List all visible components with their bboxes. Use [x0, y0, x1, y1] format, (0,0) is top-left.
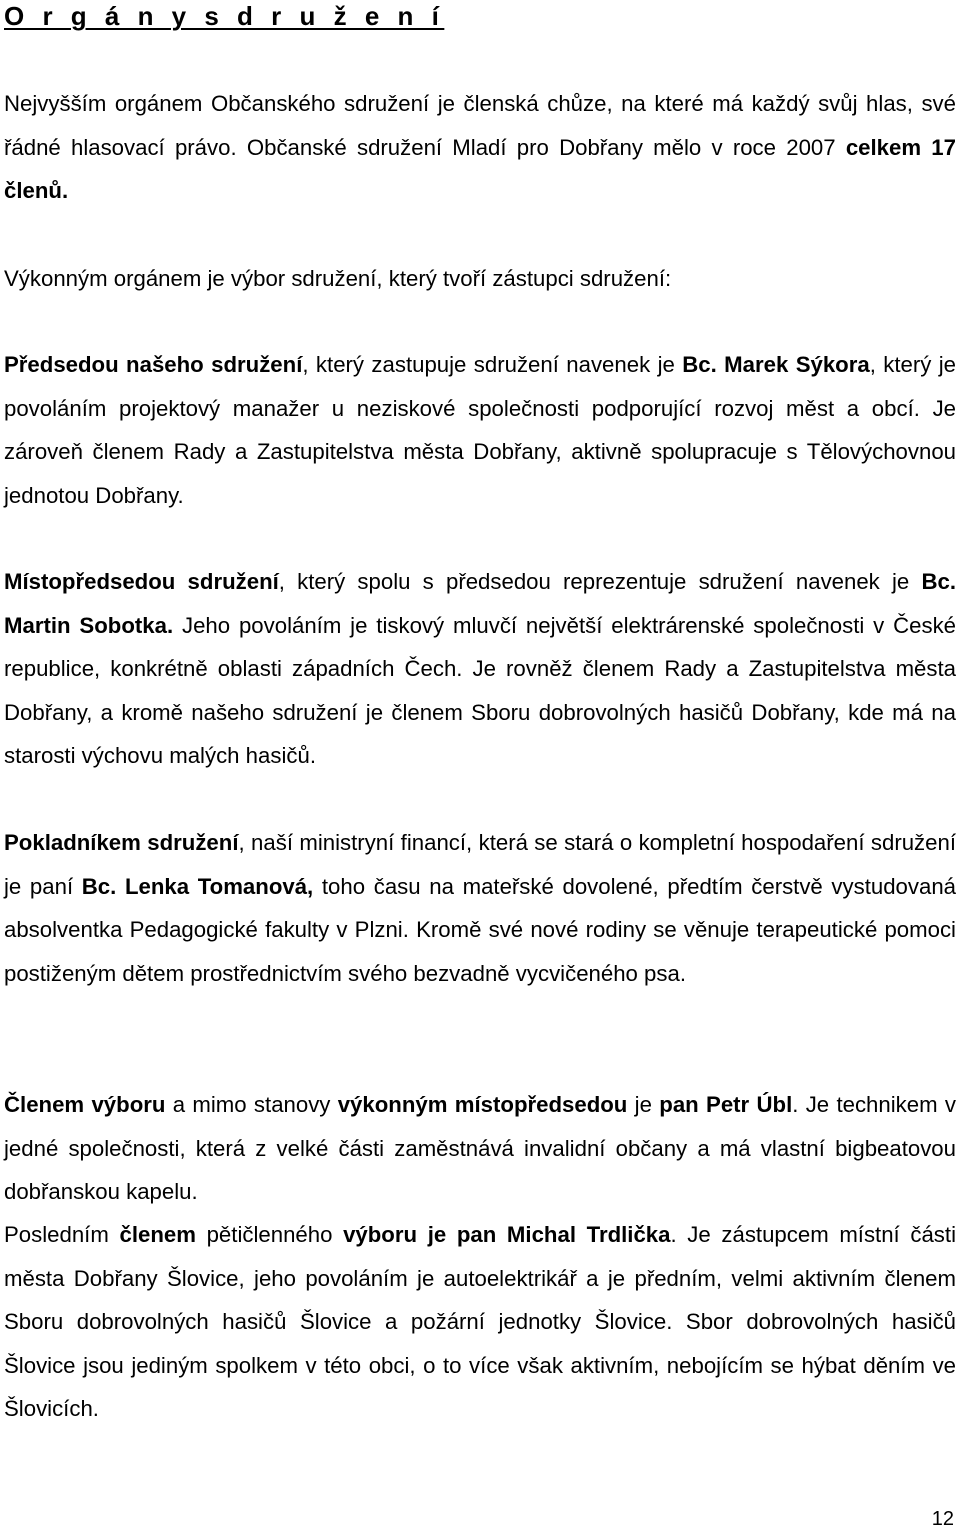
paragraph-text: Nejvyšším orgánem Občanského sdružení je členská chůze, na které má každý svůj hlas, své řádné hlasovací právo. Občanské sdružení Mladí pro Dobřany mělo v roce 2007: [4, 91, 956, 160]
role-chairman: Předsedou našeho sdružení: [4, 352, 303, 377]
role-committee-member: Členem výboru: [4, 1092, 166, 1117]
paragraph-text: Posledním: [4, 1222, 120, 1247]
member-count: celkem 17 členů.: [4, 134, 956, 204]
paragraph-text: pětičlenného: [195, 1222, 344, 1247]
page-title: O r g á n y s d r u ž e n í: [4, 1, 445, 31]
role-executive-vice-chairman: výkonným místopředsedou: [337, 1092, 628, 1117]
paragraph-chairman: [4, 343, 956, 517]
person-chairman: Bc. Marek Sýkora: [682, 352, 870, 377]
person-committee-member: pan Petr Úbl: [659, 1092, 793, 1117]
paragraph-treasurer: [4, 821, 956, 995]
paragraph-text: Jeho povoláním je tiskový mluvčí největší elektrárenské společnosti v České republice, konkrétně oblasti západních Čech. Je rovněž členem Rady a Zastupitelstva města Dobřany, a kromě našeho sdružení je členem Sboru dobrovolných hasičů Dobřany, kde má na starosti výchovu malých hasičů.: [4, 612, 957, 769]
role-member: členem: [119, 1222, 196, 1247]
paragraph-text: toho času na mateřské dovolené, předtím čerstvě vystudovaná absolventka Pedagogické fakulty v Plzni. Kromě své nové rodiny se věnuje terapeutické pomoci postiženým dětem prostřednictvím svého bezvadně vycvičeného psa.: [4, 873, 957, 986]
person-treasurer: Bc. Lenka Tomanová,: [81, 873, 314, 899]
paragraph-text: , který je povoláním projektový manažer u neziskové společnosti podporující rozvoj měst a obcí. Je zároveň členem Rady a Zastupitelstva města Dobřany, aktivně spolupracuje s Tělovýchovnou jednotou Dobřany.: [4, 352, 957, 508]
paragraph-text: . Je zástupcem místní části města Dobřany Šlovice, jeho povoláním je autoelektrikář a je předním, velmi aktivním členem Sboru dobrovolných hasičů Šlovice a požární jednotky Šlovice. Sbor dobrovolných hasičů Šlovice jsou jediným spolkem v této obci, o to více však aktivním, nebojícím se hýbat děním ve Šlovicích.: [4, 1222, 956, 1422]
paragraph-membership: [4, 82, 956, 213]
paragraph-text: Výkonným orgánem je výbor sdružení, který tvoří zástupci sdružení:: [4, 266, 672, 291]
paragraph-vice-chairman: [4, 560, 956, 778]
paragraph-last-member: [4, 1213, 956, 1431]
paragraph-text: , naší ministryní financí, která se stará o kompletní hospodaření sdružení je paní: [4, 830, 956, 899]
paragraph-text: . Je technikem v jedné společnosti, která z velké části zaměstnává invalidní občany a má vlastní bigbeatovou dobřanskou kapelu.: [4, 1092, 956, 1205]
paragraph-text: a mimo stanovy: [165, 1092, 338, 1117]
paragraph-executive-body: [4, 257, 956, 301]
person-last-member: výboru je pan Michal Trdlička: [343, 1222, 671, 1247]
page-number: 12: [931, 1508, 954, 1530]
paragraph-text: , který spolu s předsedou reprezentuje sdružení navenek je: [278, 569, 922, 594]
role-treasurer: Pokladníkem sdružení: [4, 830, 239, 855]
paragraph-committee-member: [4, 1083, 956, 1214]
role-vice-chairman: Místopředsedou sdružení: [4, 569, 279, 594]
person-vice-chairman: Bc. Martin Sobotka.: [4, 569, 956, 638]
paragraph-text: , který zastupuje sdružení navenek je: [302, 352, 683, 377]
paragraph-text: je: [627, 1092, 660, 1117]
